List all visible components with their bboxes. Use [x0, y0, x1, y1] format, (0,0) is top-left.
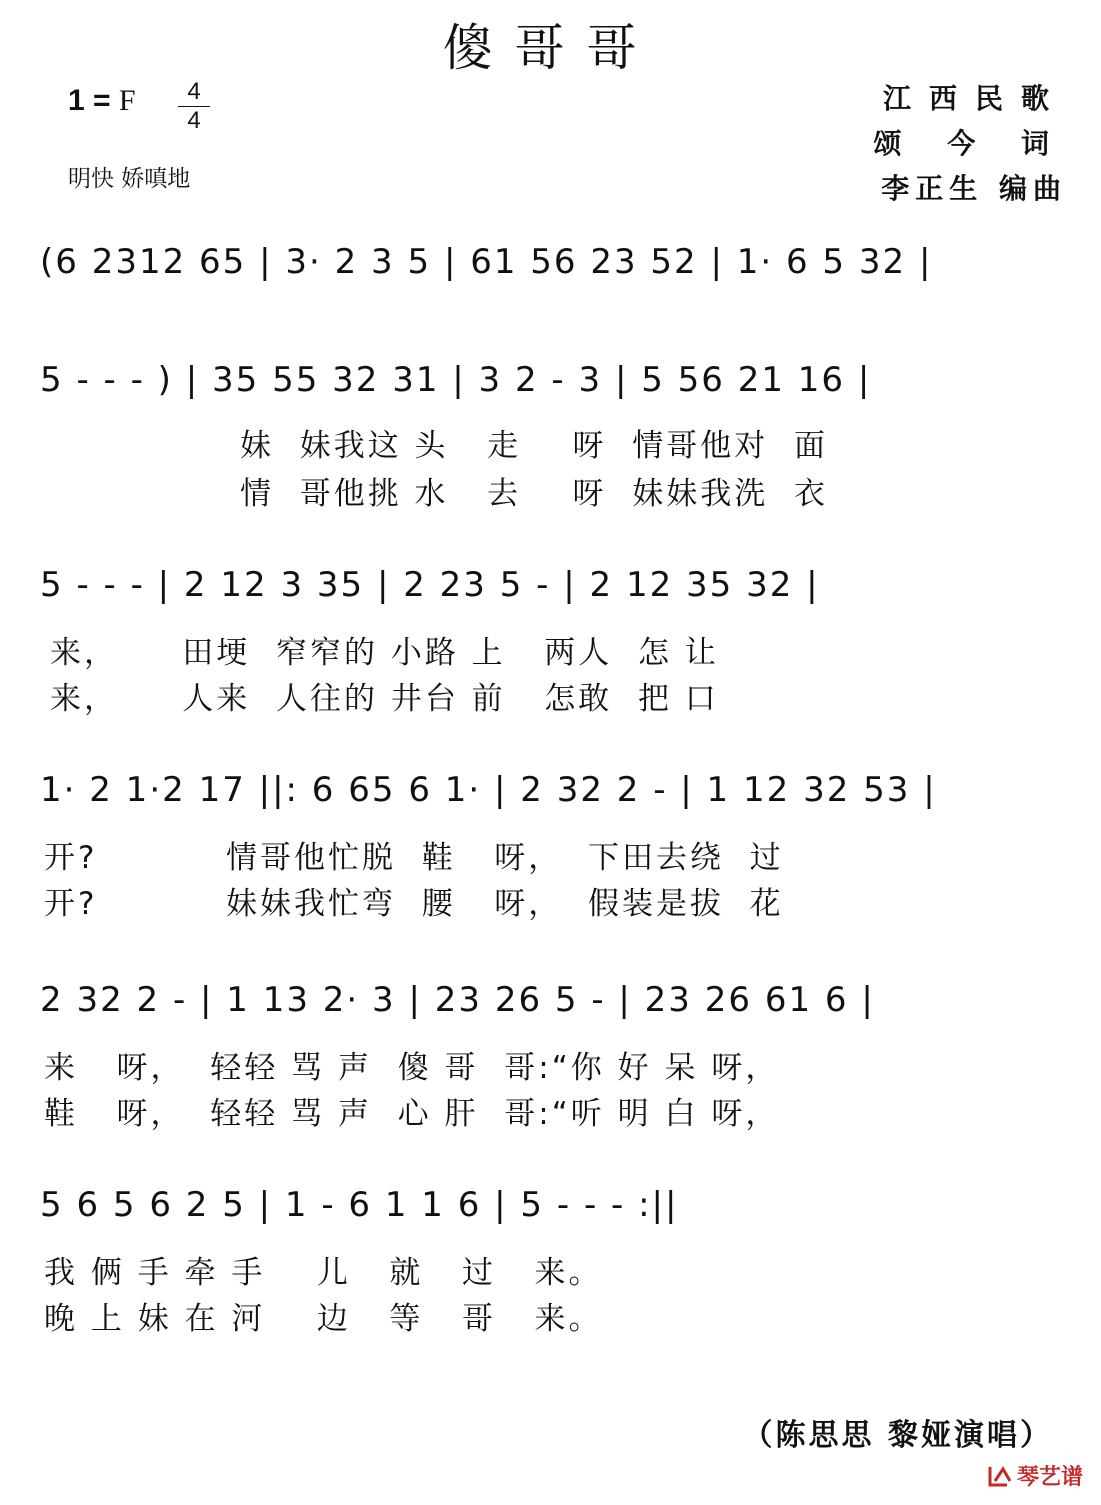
- composer-credit: 李正生 编曲: [881, 172, 1067, 205]
- lyric-verse-2: 鞋 呀， 轻轻 骂 声 心 肝 哥:“听 明 白 呀，: [44, 1096, 780, 1132]
- notation-line: [40, 970, 1070, 1032]
- singers-credit: （陈思思 黎娅演唱）: [742, 1418, 1053, 1453]
- notation-line: [40, 1175, 1070, 1237]
- site-logo: [987, 1460, 1083, 1491]
- lyric-verse-2: 开? 妹妹我忙弯 腰 呀， 假装是拔 花: [44, 886, 784, 922]
- lyric-verse-2: 情 哥他挑 水 去 呀 妹妹我洗 衣: [240, 476, 828, 512]
- time-signature: [178, 80, 210, 133]
- score-system-6: [40, 1175, 1070, 1345]
- notation-text: 2 32 2 - | 1 13 2· 3 | 23 26 5 - | 23 26 61 6 |: [40, 980, 875, 1020]
- credits: [874, 76, 1068, 211]
- lyric-verse-2: 来， 人来 人往的 井台 前 怎敢 把 口: [50, 681, 719, 717]
- lyric-verse-1: 来， 田埂 窄窄的 小路 上 两人 怎 让: [50, 635, 719, 671]
- lyric-verse-2: 晚 上 妹 在 河 边 等 哥 来。: [44, 1301, 603, 1337]
- notation-text: (6 2312 65 | 3· 2 3 5 | 61 56 23 52 | 1· 6 5 32 |: [40, 242, 933, 282]
- lyric-verse-1: 开? 情哥他忙脱 鞋 呀， 下田去绕 过: [44, 840, 784, 876]
- lyric-verse-1: 我 俩 手 牵 手 儿 就 过 来。: [44, 1255, 603, 1291]
- song-title: 傻哥哥: [442, 19, 659, 77]
- lyric-verse-1: 来 呀， 轻轻 骂 声 傻 哥 哥:“你 好 呆 呀，: [44, 1050, 780, 1086]
- key-do: 1: [68, 84, 85, 117]
- key-equals: =: [93, 84, 111, 117]
- notation-text: 5 - - - ) | 35 55 32 31 | 3 2 - 3 | 5 56 21 16 |: [40, 360, 872, 400]
- notation-text: 1· 2 1·2 17 ||: 6 65 6 1· | 2 32 2 - | 1 12 32 53 |: [40, 770, 937, 810]
- key-signature: [68, 84, 136, 118]
- score-system-4: [40, 760, 1070, 930]
- logo-text: 琴艺谱: [1016, 1465, 1083, 1490]
- score-system-5: [40, 970, 1070, 1140]
- logo-mark-icon: [987, 1463, 1013, 1489]
- notation-text: 5 - - - | 2 12 3 35 | 2 23 5 - | 2 12 35 32 |: [40, 565, 820, 605]
- score-system-3: [40, 555, 1070, 725]
- score-system-1: [40, 232, 1070, 312]
- meter-bottom: 4: [187, 107, 201, 134]
- lyric-verse-1: 妹 妹我这 头 走 呀 情哥他对 面: [240, 428, 828, 464]
- meter-top: 4: [187, 78, 201, 105]
- key-note: F: [118, 84, 136, 117]
- notation-line: [40, 350, 1070, 412]
- lyricist-credit: 颂 今 词: [873, 127, 1067, 160]
- notation-line: [40, 760, 1070, 822]
- genre-credit: 江西民歌: [882, 82, 1067, 115]
- notation-text: 5 6 5 6 2 5 | 1 - 6 1 1 6 | 5 - - - :||: [40, 1185, 679, 1225]
- notation-line: [40, 555, 1070, 617]
- tempo-marking: 明快 娇嗔地: [68, 166, 191, 192]
- notation-line: [40, 232, 1070, 294]
- score-system-2: [40, 350, 1070, 520]
